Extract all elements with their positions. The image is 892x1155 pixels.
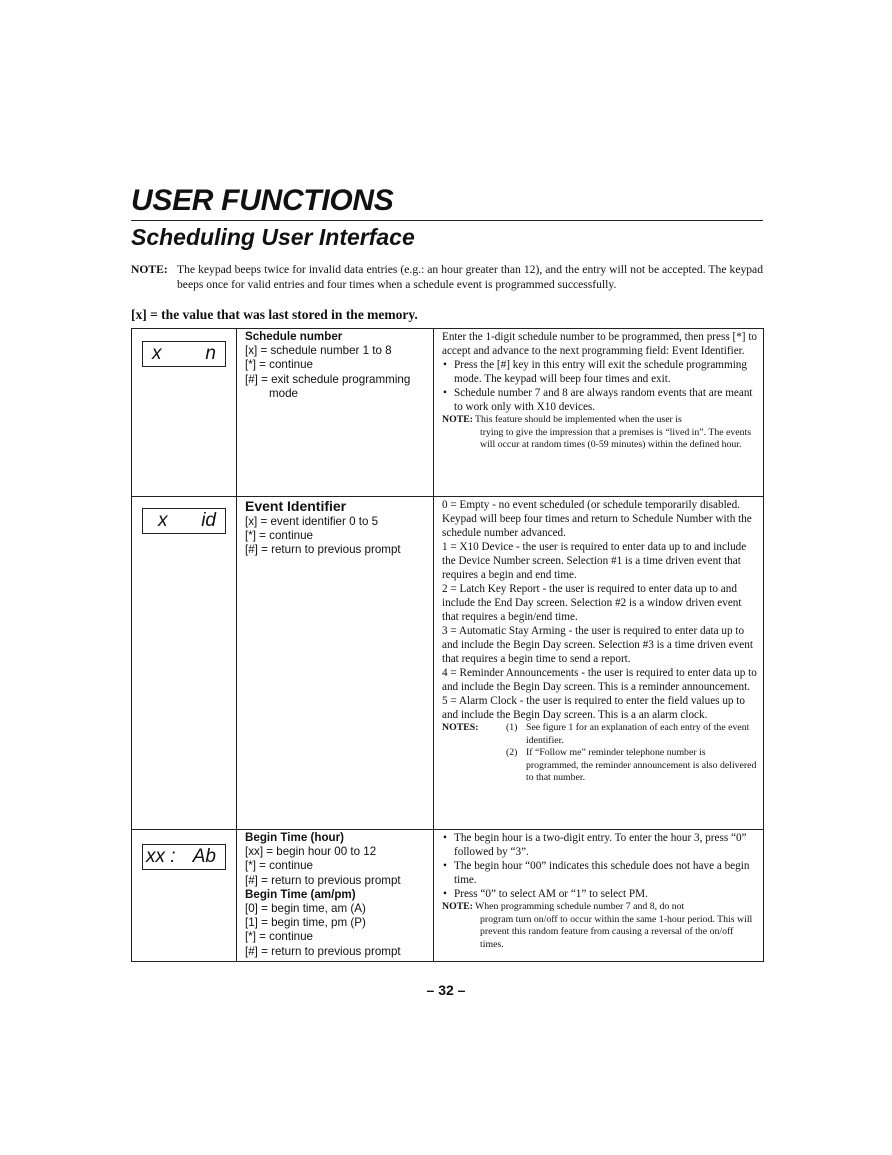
prompt-heading: Schedule number: [245, 330, 343, 343]
prompt-line: [0] = begin time, am (A): [245, 902, 366, 916]
event-option: 2 = Latch Key Report - the user is required to enter data up to and include the End Day screen. Selection #2 is a window driven event that requires a begin/end time.: [442, 583, 742, 623]
prompt-line: [#] = exit schedule programming: [245, 372, 411, 386]
intro-note-label: NOTE:: [131, 263, 168, 276]
title-rule: [131, 220, 763, 221]
display-cell: [132, 497, 237, 830]
bullet-item: • Press the [#] key in this entry will exit the schedule programming mode. The keypad will beep four times and exit.: [442, 358, 759, 386]
prompt-cell: [237, 329, 434, 497]
display-left: x: [152, 343, 162, 364]
display-cell: [132, 830, 237, 962]
display-left: xx :: [146, 846, 176, 867]
prompt-line: [#] = return to previous prompt: [245, 543, 401, 557]
row-note-label: NOTE:: [442, 901, 474, 912]
bullet-item: • The begin hour is a two-digit entry. To enter the hour 3, press “0” followed by “3”.: [442, 831, 759, 859]
prompt-line: [#] = return to previous prompt: [245, 873, 401, 887]
prompt-cell: [237, 830, 434, 962]
bullet-item: • Press “0” to select AM or “1” to select PM.: [442, 887, 759, 901]
prompt-heading: Begin Time (hour): [245, 831, 344, 844]
row-notes: [442, 722, 759, 785]
row-note-first: When programming schedule number 7 and 8, do not: [475, 901, 685, 912]
row-note-rest: trying to give the impression that a premises is “lived in”. The events will occur at random times (0-59 minutes) within the defined hour.: [480, 426, 752, 450]
note-text: See figure 1 for an explanation of each entry of the event identifier.: [526, 722, 750, 746]
description-cell: [434, 497, 764, 830]
row-note: [442, 414, 759, 427]
prompt-line: [1] = begin time, pm (P): [245, 916, 366, 930]
prompt-line: mode: [269, 386, 299, 400]
page-title: USER FUNCTIONS: [131, 184, 394, 217]
page-number: – 32 –: [426, 982, 466, 998]
row-note-label: NOTE:: [442, 414, 474, 425]
note-number: (1): [506, 722, 518, 733]
row-note: [442, 901, 759, 914]
display-right: Ab: [192, 846, 216, 867]
prompt-heading: Begin Time (am/pm): [245, 887, 356, 901]
description-bullets: [442, 831, 759, 901]
table-row: [132, 830, 764, 962]
intro-note: [131, 262, 763, 292]
description-intro: Enter the 1-digit schedule number to be programmed, then press [*] to accept and advance to the next programming field: Event Identifier.: [442, 331, 758, 357]
bullet-item: • Schedule number 7 and 8 are always random events that are meant to work only with X10 devices.: [442, 386, 759, 414]
prompt-line: [x] = event identifier 0 to 5: [245, 515, 379, 528]
prompt-line: [xx] = begin hour 00 to 12: [245, 845, 377, 859]
event-option: 5 = Alarm Clock - the user is required to enter the field values up to and include the Begin Day screen. This is a an alarm clock.: [442, 695, 746, 721]
display-right: id: [201, 510, 216, 531]
display-right: n: [205, 343, 216, 364]
prompt-heading: Event Identifier: [245, 498, 347, 514]
keypad-display: [142, 508, 226, 534]
memory-note: [x] = the value that was last stored in the memory.: [131, 307, 418, 322]
intro-note-text: The keypad beeps twice for invalid data entries (e.g.: an hour greater than 12), and the entry will not be accepted. The keypad beeps once for valid entries and four times when a schedule event is programmed successfully.: [177, 263, 763, 291]
event-option: 4 = Reminder Announcements - the user is required to enter data up to and include the Begin Day screen. This is a reminder announcement.: [442, 667, 757, 693]
display-cell: [132, 329, 237, 497]
prompt-line: [*] = continue: [245, 859, 314, 873]
display-left: x: [158, 510, 168, 531]
table-row: [132, 497, 764, 830]
prompt-line: [x] = schedule number 1 to 8: [245, 344, 392, 358]
bullet-item: • The begin hour “00” indicates this schedule does not have a begin time.: [442, 859, 759, 887]
keypad-display: [142, 844, 226, 870]
note-number: (2): [506, 747, 518, 758]
prompt-line: [*] = continue: [245, 529, 314, 543]
event-option: 1 = X10 Device - the user is required to enter data up to and include the Device Number screen. Selection #1 is a time driven event that requires a begin and end time.: [442, 541, 747, 581]
table-row: [132, 329, 764, 497]
prompt-cell: [237, 497, 434, 830]
description-bullets: [442, 358, 759, 414]
row-notes-label: NOTES:: [442, 722, 479, 733]
description-cell: [434, 329, 764, 497]
description-cell: [434, 830, 764, 962]
schedule-table: [131, 328, 764, 962]
prompt-line: [*] = continue: [245, 930, 314, 944]
section-subtitle: Scheduling User Interface: [131, 224, 415, 250]
prompt-line: [#] = return to previous prompt: [245, 944, 401, 958]
keypad-display: [142, 341, 226, 367]
event-option: 3 = Automatic Stay Arming - the user is required to enter data up to and include the Begin Day screen. Selection #3 is a time driven event that requires a begin time to send a report.: [442, 625, 753, 665]
note-text: If “Follow me” reminder telephone number is programmed, the reminder announcement is also delivered to that number.: [526, 747, 757, 783]
row-note-first: This feature should be implemented when the user is: [475, 414, 682, 425]
event-option: 0 = Empty - no event scheduled (or schedule temporarily disabled. Keypad will beep four times and return to Schedule Number with the schedule number advanced.: [442, 499, 752, 539]
prompt-line: [*] = continue: [245, 358, 314, 372]
row-note-rest: program turn on/off to occur within the same 1-hour period. This will prevent this random feature from causing a reversal of the on/off times.: [480, 913, 753, 950]
